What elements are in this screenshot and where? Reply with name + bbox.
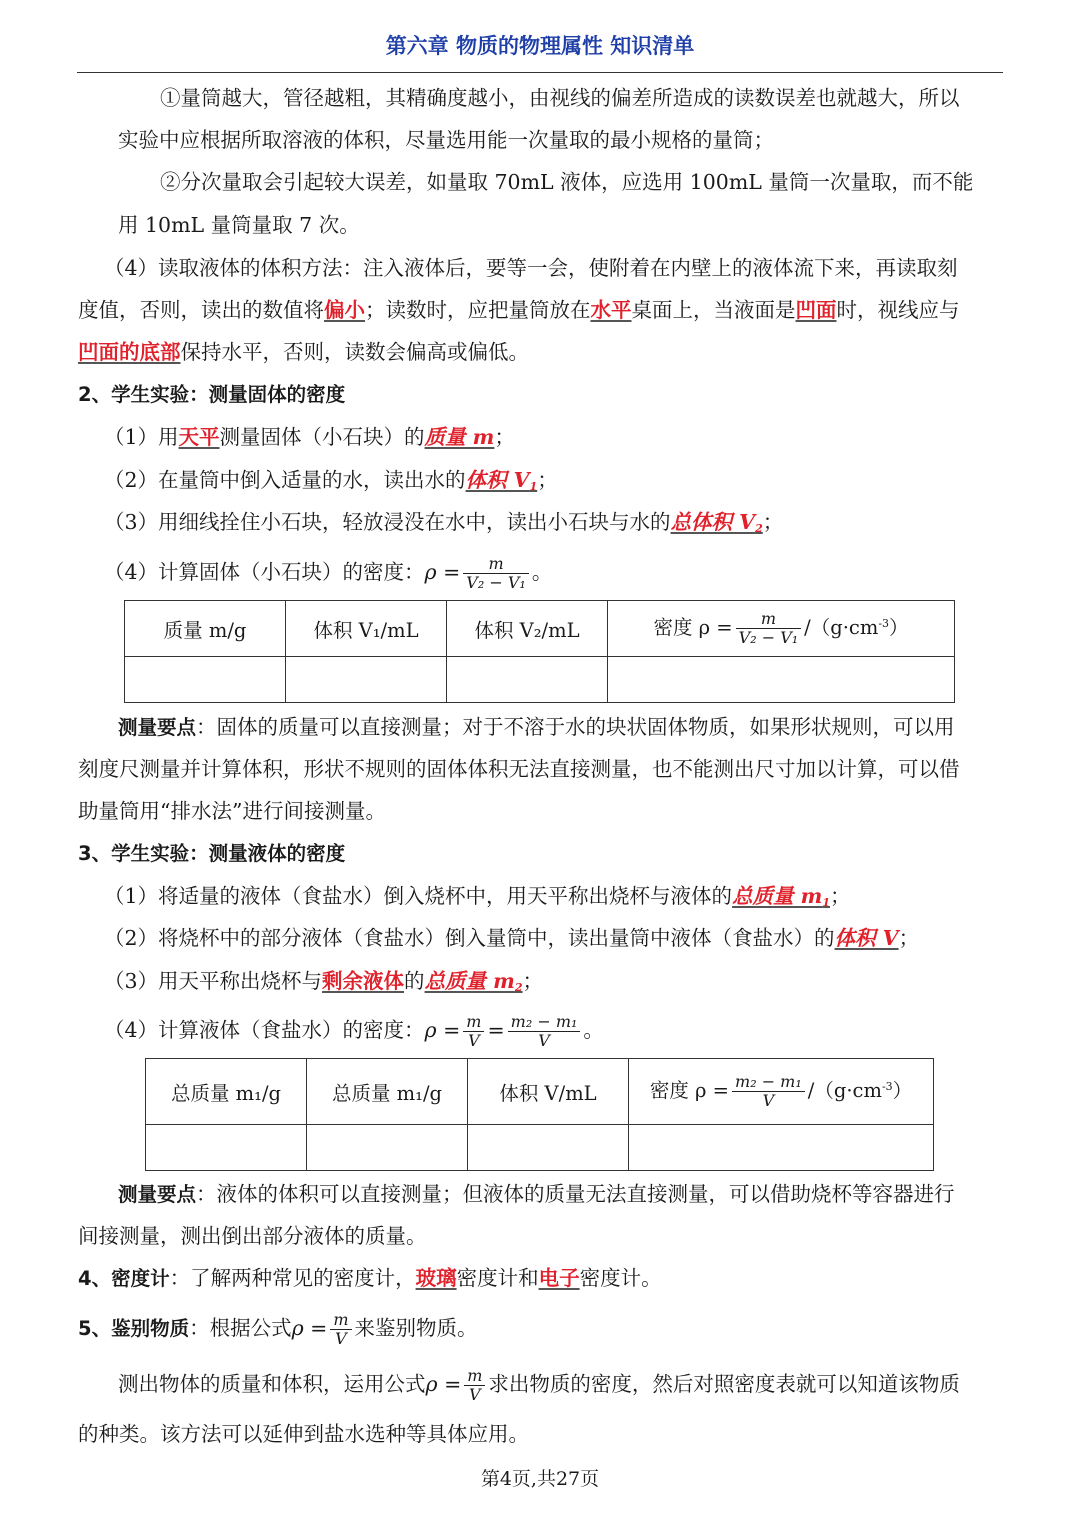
formula-fraction: [732, 1073, 805, 1110]
formula-fraction: [508, 1013, 581, 1050]
text: ；: [830, 884, 851, 908]
subscript: 2: [755, 522, 763, 535]
note-line: [118, 713, 1003, 742]
formula-fraction: [463, 1013, 484, 1050]
table-row: [146, 1125, 934, 1171]
text: 保持水平，否则，读数会偏高或偏低。: [180, 340, 529, 364]
table-cell: [608, 657, 955, 703]
step-line: [104, 1008, 1003, 1052]
text: 来鉴别物质。: [354, 1316, 478, 1340]
step-line: [104, 967, 1003, 1002]
step-line: [104, 882, 1003, 917]
table-header-cell: 质量 m/g: [125, 601, 286, 657]
text: 度值，否则，读出的数值将: [78, 298, 324, 322]
denominator: V: [330, 1329, 351, 1348]
keyword: 玻璃: [415, 1266, 457, 1290]
table-header-cell: 总质量 m₁/g: [307, 1059, 468, 1125]
formula-fraction: [736, 610, 802, 647]
numerator: m: [467, 1366, 483, 1385]
text: /（g·cm: [807, 1079, 882, 1102]
keyword: 凹面: [795, 298, 837, 322]
text: 。: [531, 560, 553, 584]
denominator: V: [732, 1091, 805, 1110]
numerator: m: [466, 1012, 482, 1031]
text: ；: [762, 510, 784, 534]
text: （4）计算固体（小石块）的密度：: [104, 560, 425, 584]
table-cell: [629, 1125, 934, 1171]
note-line: [118, 1180, 1003, 1209]
note-line: 助量筒用“排水法”进行间接测量。: [78, 799, 386, 823]
text: ；读数时，应把量筒放在: [365, 298, 591, 322]
section-3-title: 3、学生实验：测量液体的密度: [78, 842, 346, 865]
note-line: 的种类。该方法可以延伸到盐水选种等具体应用。: [78, 1422, 529, 1446]
numerator: m₂ − m₁: [735, 1072, 802, 1091]
note-line: 实验中应根据所取溶液的体积，尽量选用能一次量取的最小规格的量筒；: [118, 128, 774, 152]
keyword: 质量 m: [424, 425, 495, 449]
text: ；: [522, 969, 544, 993]
header-divider: [77, 72, 1003, 73]
text: ：液体的体积可以直接测量；但液体的质量无法直接测量，可以借助烧杯等容器进行: [196, 1182, 955, 1206]
text: 的: [404, 969, 425, 993]
step-line: [104, 466, 1003, 501]
text: =: [487, 1018, 505, 1042]
keyword: 体积 V: [834, 926, 899, 950]
table-header-cell: [608, 601, 955, 657]
keyword: 电子: [538, 1266, 580, 1290]
table-header-cell: 总质量 m₁/g: [146, 1059, 307, 1125]
text: ）: [889, 616, 909, 639]
text: 密度计。: [579, 1266, 662, 1290]
note-label: 测量要点: [118, 716, 197, 739]
step-line: [104, 508, 1003, 543]
table-row: [125, 657, 955, 703]
formula-fraction: [330, 1311, 351, 1348]
note-line: 刻度尺测量并计算体积，形状不规则的固体体积无法直接测量，也不能测出尺寸加以计算，可以借: [78, 757, 960, 781]
keyword: [425, 969, 523, 993]
note-line: ①量筒越大，管径越粗，其精确度越小，由视线的偏差所造成的读数误差也就越大，所以: [160, 86, 960, 110]
text: ：根据公式: [189, 1316, 292, 1340]
text: （3）用天平称出烧杯与: [104, 969, 323, 993]
solid-density-table: [124, 600, 955, 703]
text: ：了解两种常见的密度计，: [169, 1266, 416, 1290]
text: 。: [583, 1018, 604, 1042]
denominator: V: [464, 1385, 485, 1404]
table-cell: [468, 1125, 629, 1171]
text: 密度 ρ =: [653, 616, 733, 639]
table-cell: [286, 657, 447, 703]
subscript: 2: [514, 981, 523, 994]
text: ；: [537, 468, 558, 492]
denominator: V: [463, 1031, 484, 1050]
formula-rho: ρ =: [424, 560, 461, 584]
note-line: 间接测量，测出倒出部分液体的质量。: [78, 1224, 427, 1248]
step-line: [104, 423, 1003, 451]
section-2-title: 2、学生实验：测量固体的密度: [78, 383, 346, 406]
text: （2）在量筒中倒入适量的水，读出水的: [104, 468, 466, 492]
keyword: 水平: [590, 298, 632, 322]
note-line: [78, 296, 1003, 324]
table-header-row: [125, 601, 955, 657]
text: 求出物质的密度，然后对照密度表就可以知道该物质: [488, 1372, 960, 1396]
denominator: V₂ − V₁: [463, 573, 529, 592]
section-4: [78, 1264, 1003, 1293]
text: 总体积 V: [670, 510, 756, 534]
section-5-title: 5、鉴别物质: [78, 1317, 190, 1340]
step-line: [104, 550, 1003, 594]
text: ：固体的质量可以直接测量；对于不溶于水的块状固体物质，如果形状规则，可以用: [196, 715, 955, 739]
keyword: 天平: [178, 425, 220, 449]
note-line: [78, 338, 1003, 366]
table-header-cell: 体积 V₂/mL: [447, 601, 608, 657]
denominator: V₂ − V₁: [736, 628, 802, 647]
formula-rho: ρ =: [424, 1018, 461, 1042]
text: 体积 V: [465, 468, 530, 492]
text: ）: [892, 1079, 913, 1102]
numerator: m: [488, 554, 504, 573]
keyword: [671, 510, 763, 534]
subscript: 1: [529, 480, 538, 493]
table-cell: [307, 1125, 468, 1171]
page-number: 第4页,共27页: [480, 1468, 600, 1490]
table-cell: [125, 657, 286, 703]
text: （4）计算液体（食盐水）的密度：: [104, 1018, 425, 1042]
section-5: [78, 1306, 1003, 1351]
formula-rho: ρ =: [291, 1316, 328, 1340]
text: 测量固体（小石块）的: [219, 425, 425, 449]
table-header-row: [146, 1059, 934, 1125]
note-line: （4）读取液体的体积方法：注入液体后，要等一会，使附着在内壁上的液体流下来，再读取刻: [104, 256, 958, 280]
text: （3）用细线拴住小石块，轻放浸没在水中，读出小石块与水的: [104, 510, 671, 534]
liquid-density-table: [145, 1058, 934, 1171]
keyword: [732, 884, 830, 908]
text: （1）用: [104, 425, 179, 449]
formula-fraction: [464, 1367, 485, 1404]
note-label: 测量要点: [118, 1183, 197, 1206]
note-line: ②分次量取会引起较大误差，如量取 70mL 液体，应选用 100mL 量筒一次量取，而不能: [160, 170, 974, 194]
text: 桌面上，当液面是: [631, 298, 796, 322]
text: 总质量 m: [732, 884, 823, 908]
keyword: [466, 468, 538, 492]
text: ；: [494, 425, 515, 449]
superscript: -3: [881, 1080, 893, 1093]
numerator: m: [333, 1310, 349, 1329]
numerator: m₂ − m₁: [510, 1012, 578, 1031]
note-line: 用 10mL 量筒量取 7 次。: [118, 213, 360, 237]
table-header-cell: [629, 1059, 934, 1125]
text: 测出物体的质量和体积，运用公式: [118, 1372, 426, 1396]
text: 时，视线应与: [836, 298, 960, 322]
table-cell: [447, 657, 608, 703]
text: 密度 ρ =: [649, 1079, 730, 1102]
table-cell: [146, 1125, 307, 1171]
page-header-title: 第六章 物质的物理属性 知识清单: [385, 34, 695, 58]
keyword: 凹面的底部: [78, 340, 181, 364]
numerator: m: [760, 609, 776, 628]
superscript: -3: [878, 617, 890, 630]
keyword: 剩余液体: [322, 969, 405, 993]
step-line: [104, 924, 1003, 952]
table-header-cell: 体积 V₁/mL: [286, 601, 447, 657]
section-4-title: 4、密度计: [78, 1267, 170, 1290]
text: 总质量 m: [424, 969, 515, 993]
text: ；: [898, 926, 920, 950]
note-line: [118, 1362, 1003, 1406]
text: （1）将适量的液体（食盐水）倒入烧杯中，用天平称出烧杯与液体的: [104, 884, 733, 908]
subscript: 1: [822, 896, 831, 909]
formula-rho: ρ =: [425, 1372, 462, 1396]
text: /（g·cm: [804, 616, 879, 639]
denominator: V: [508, 1031, 581, 1050]
text: 密度计和: [456, 1266, 539, 1290]
keyword: 偏小: [324, 298, 365, 322]
table-header-cell: 体积 V/mL: [468, 1059, 629, 1125]
formula-fraction: [463, 555, 529, 592]
text: （2）将烧杯中的部分液体（食盐水）倒入量筒中，读出量筒中液体（食盐水）的: [104, 926, 835, 950]
